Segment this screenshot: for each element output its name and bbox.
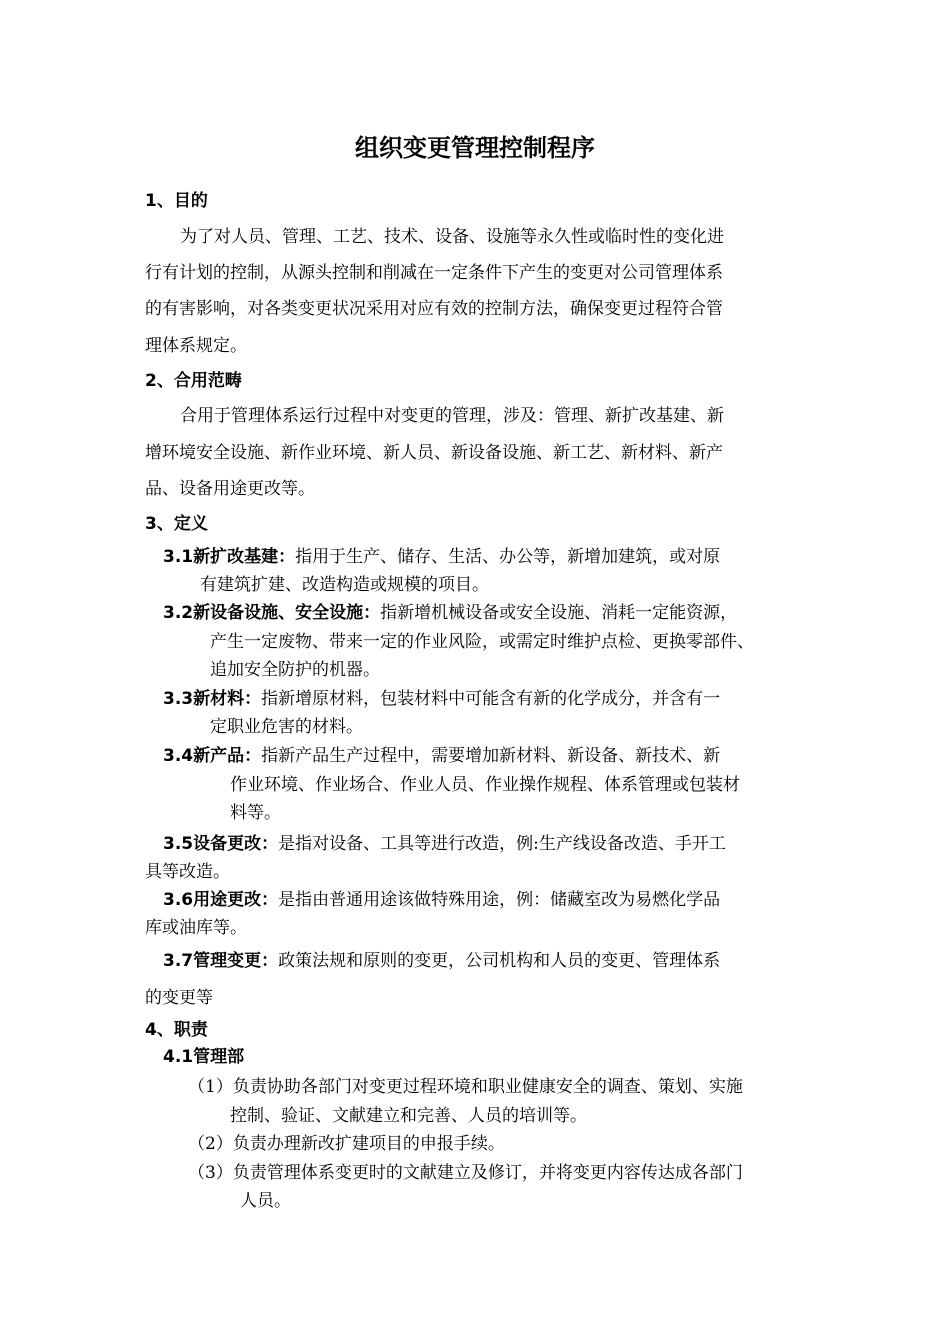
definition-line: 的变更等 [145, 988, 213, 1008]
paragraph-line: 品、设备用途更改等。 [145, 479, 315, 499]
paragraph-line: 合用于管理体系运行过程中对变更的管理，涉及：管理、新扩改基建、新 [180, 406, 724, 426]
paragraph-line: 的有害影响，对各类变更状况采用对应有效的控制方法，确保变更过程符合管 [145, 299, 723, 319]
definition-line: 追加安全防护的机器。 [210, 660, 380, 680]
definition-line: 3.1新扩改基建：指用于生产、储存、生活、办公等，新增加建筑，或对原 [163, 547, 721, 567]
list-item-line: 控制、验证、文献建立和完善、人员的培训等。 [230, 1106, 587, 1126]
definition-term: 3.4新产品： [163, 746, 262, 766]
definition-line: 定职业危害的材料。 [210, 717, 363, 737]
definition-line: 3.7管理变更：政策法规和原则的变更，公司机构和人员的变更、管理体系 [163, 951, 721, 971]
definition-line: 库或油库等。 [145, 918, 247, 938]
paragraph-line: 为了对人员、管理、工艺、技术、设备、设施等永久性或临时性的变化进 [180, 227, 724, 247]
section-heading-definitions: 3、定义 [145, 514, 208, 534]
definition-line: 3.5设备更改：是指对设备、工具等进行改造，例:生产线设备改造、手开工 [163, 834, 726, 854]
definition-line: 3.3新材料：指新增原材料，包装材料中可能含有新的化学成分，并含有一 [163, 689, 721, 709]
definition-term: 3.1新扩改基建： [163, 547, 296, 567]
definition-term: 3.3新材料： [163, 689, 262, 709]
definition-term: 3.6用途更改： [163, 890, 279, 910]
definition-line: 3.2新设备设施、安全设施：指新增机械设备或安全设施、消耗一定能资源， [163, 603, 738, 623]
paragraph-line: 行有计划的控制，从源头控制和削减在一定条件下产生的变更对公司管理体系 [145, 263, 723, 283]
definition-term: 3.2新设备设施、安全设施： [163, 603, 381, 623]
paragraph-line: 理体系规定。 [145, 336, 247, 356]
list-item-line: （3）负责管理体系变更时的文献建立及修订，并将变更内容传达成各部门 [188, 1163, 743, 1183]
list-item-line: （1）负责协助各部门对变更过程环境和职业健康安全的调查、策划、实施 [188, 1077, 743, 1097]
definition-line: 3.4新产品：指新产品生产过程中，需要增加新材料、新设备、新技术、新 [163, 746, 721, 766]
definition-line: 作业环境、作业场合、作业人员、作业操作规程、体系管理或包装材 [230, 775, 740, 795]
definition-line: 有建筑扩建、改造构造或规模的项目。 [200, 575, 489, 595]
definition-term: 3.5设备更改： [163, 834, 279, 854]
definition-line: 3.6用途更改：是指由普通用途该做特殊用途，例：储藏室改为易燃化学品 [163, 890, 721, 910]
section-heading-scope: 2、合用范畴 [145, 371, 242, 391]
definition-term: 3.7管理变更： [163, 951, 279, 971]
definition-line: 具等改造。 [145, 862, 230, 882]
section-heading-purpose: 1、目的 [145, 191, 208, 211]
definition-line: 产生一定废物、带来一定的作业风险，或需定时维护点检、更换零部件、 [210, 632, 754, 652]
definition-line: 料等。 [230, 803, 281, 823]
subsection-heading: 4.1管理部 [163, 1047, 245, 1067]
list-item-line: （2）负责办理新改扩建项目的申报手续。 [188, 1134, 505, 1154]
document-title: 组织变更管理控制程序 [355, 134, 595, 162]
section-heading-responsibilities: 4、职责 [145, 1020, 208, 1040]
list-item-line: 人员。 [240, 1191, 291, 1211]
paragraph-line: 增环境安全设施、新作业环境、新人员、新设备设施、新工艺、新材料、新产 [145, 443, 723, 463]
